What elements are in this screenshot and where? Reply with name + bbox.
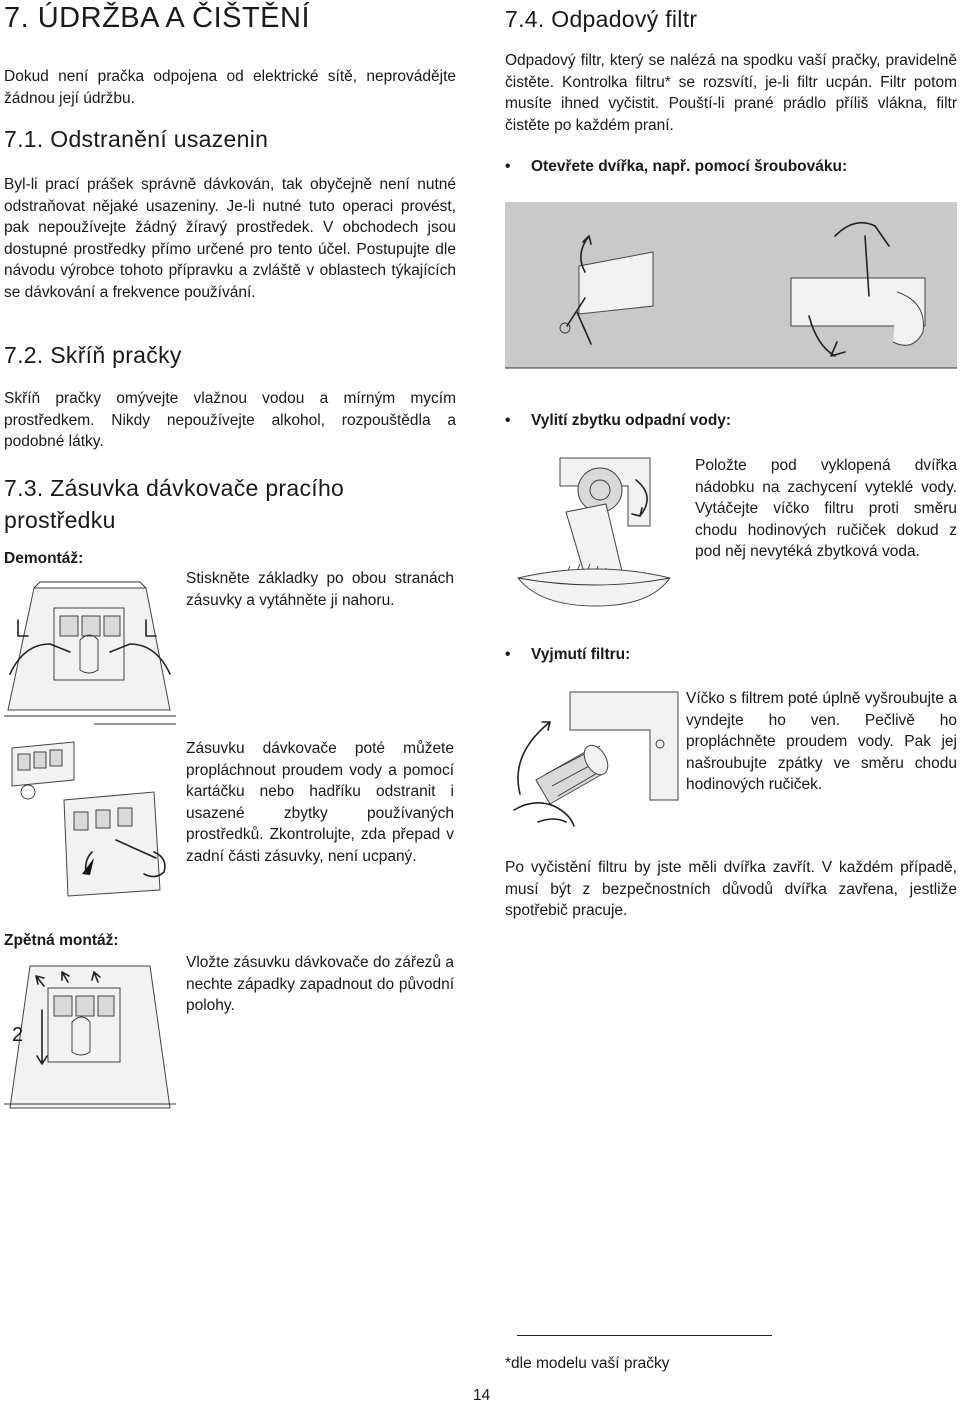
section-7-1-text: Byl-li prací prášek správně dávkován, tak obyčejně není nutné odstraňovat nějaké usazeniny. Je-li nutné tuto operaci provést, pak nepoužívejte žádný žíravý prostředek. V obchodech jsou dostupné prostředky přímo určené pro tento účel. Postupujte dle návodu výrobce tohoto přípravku a zvláště v oblastech týkajících se dávkování a frekvence používání. (4, 176, 456, 301)
drawer-removal-illustration (4, 578, 176, 728)
step-remove-filter: • Vyjmutí filtru: (505, 646, 631, 663)
step-drain-water-label: Vylití zbytku odpadní vody: (531, 412, 732, 429)
drain-water-text: Položte pod vyklopená dvířka nádobku na zachycení vyteklé vody. Vytáčejte víčko filtru proti směru chodu hodinových ručiček dokud z pod něj nevytéká zbytková voda. (695, 457, 957, 560)
chapter-title: 7. ÚDRŽBA A ČIŠTĚNÍ (4, 2, 311, 34)
section-7-2-text: Skříň pračky omývejte vlažnou vodou a mírným mycím prostředkem. Nikdy nepoužívejte alkohol, rozpouštědla a podobné látky. (4, 390, 456, 450)
refit-label: Zpětná montáž: (4, 932, 119, 949)
figure-number: 2 (12, 1024, 24, 1046)
section-7-3-heading: 7.3. Zásuvka dávkovače pracího prostředku (4, 475, 345, 533)
refit-text: Vložte zásuvku dávkovače do zářezů a nechte západky zapadnout do původní polohy. (186, 954, 454, 1014)
step-remove-filter-label: Vyjmutí filtru: (531, 646, 631, 663)
section-7-4-heading: 7.4. Odpadový filtr (505, 6, 698, 32)
footnote-rule (517, 1335, 772, 1336)
remove-filter-text: Víčko s filtrem poté úplně vyšroubujte a vyndejte ho ven. Pečlivě ho propláchněte proudem vody. Pak jej našroubujte zpátky ve směru chodu hodinových ručiček. (686, 690, 957, 793)
section-7-2-heading: 7.2. Skříň pračky (4, 342, 182, 368)
closing-text: Po vyčistění filtru by jste měli dvířka zavřít. V každém případě, musí být z bezpečnostních důvodů dvířka zavřena, jestliže spotřebič pracuje. (505, 859, 957, 919)
rinse-text: Zásuvku dávkovače poté můžete propláchnout proudem vody a pomocí kartáčku nebo hadříku odstranit i usazené zbytky používaných prostředků. Zkontrolujte, zda přepad v zadní části zásuvky, není ucpaný. (186, 740, 454, 865)
removal-label: Demontáž: (4, 550, 84, 567)
drawer-rinsing-illustration (4, 740, 176, 900)
removal-text: Stiskněte základky po obou stranách zásuvky a vytáhněte ji nahoru. (186, 570, 454, 609)
step-open-flap-label: Otevřete dvířka, např. pomocí šroubováku: (531, 158, 848, 175)
filter-flap-illustration (505, 196, 957, 376)
step-drain-water: • Vylití zbytku odpadní vody: (505, 412, 732, 429)
section-7-1-heading: 7.1. Odstranění usazenin (4, 126, 269, 152)
drawer-refit-illustration (4, 960, 176, 1112)
intro-text: Dokud není pračka odpojena od elektrické sítě, neprovádějte žádnou její údržbu. (4, 68, 456, 107)
page-number: 14 (473, 1387, 491, 1404)
section-7-4-text: Odpadový filtr, který se nalézá na spodku vaší pračky, pravidelně čistěte. Kontrolka filtru* se rozsvítí, je-li filtr ucpán. Filtr potom musíte ihned vyčistit. Pouští-li prané prádlo příliš vlákna, filtr čistěte po každém praní. (505, 52, 957, 134)
footnote: *dle modelu vaší pračky (505, 1355, 670, 1372)
remove-filter-illustration (510, 690, 682, 830)
step-open-flap: • Otevřete dvířka, např. pomocí šroubováku: (505, 158, 848, 175)
drain-water-illustration (510, 456, 682, 612)
